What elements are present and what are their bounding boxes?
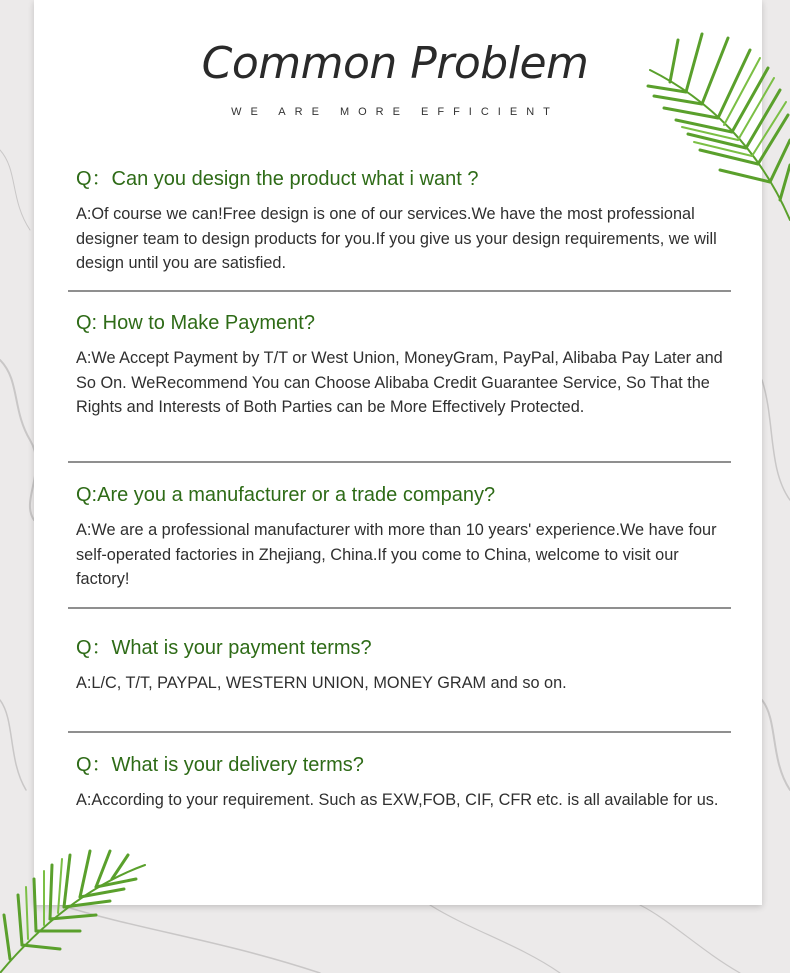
page-title: Common Problem — [201, 38, 589, 89]
faq-question: Q：What is your payment terms? — [76, 637, 372, 659]
faq-item — [76, 482, 736, 592]
faq-item — [76, 752, 736, 813]
faq-item — [76, 635, 736, 696]
divider — [68, 607, 731, 609]
divider — [68, 290, 731, 292]
faq-answer: A:We are a professional manufacturer with more than 10 years' experience.We have four self-operated factories in Zhejiang, China.If you come to China, welcome to visit our factory! — [76, 521, 717, 588]
divider — [68, 731, 731, 733]
faq-item — [76, 310, 736, 420]
faq-item — [76, 166, 736, 276]
faq-answer: A:We Accept Payment by T/T or West Union, MoneyGram, PayPal, Alibaba Pay Later and So On. WeRecommend You can Choose Alibaba Credit Guarantee Service, So That the Rights and Interests of Both Parties can be More Effectively Protected. — [76, 349, 723, 416]
page-subtitle: WE ARE MORE EFFICIENT — [231, 106, 559, 118]
palm-leaf-icon — [0, 845, 150, 973]
faq-answer: A:Of course we can!Free design is one of our services.We have the most professional designer team to design products for you.If you give us your design requirements, we will design until you are satisfied. — [76, 205, 717, 272]
faq-answer: A:According to your requirement. Such as EXW,FOB, CIF, CFR etc. is all available for us. — [76, 791, 719, 809]
faq-answer: A:L/C, T/T, PAYPAL, WESTERN UNION, MONEY GRAM and so on. — [76, 674, 567, 692]
faq-question: Q:Are you a manufacturer or a trade company? — [76, 484, 496, 506]
divider — [68, 461, 731, 463]
faq-question: Q: How to Make Payment? — [76, 312, 315, 334]
faq-question: Q：Can you design the product what i want ? — [76, 168, 479, 190]
faq-question: Q：What is your delivery terms? — [76, 754, 364, 776]
